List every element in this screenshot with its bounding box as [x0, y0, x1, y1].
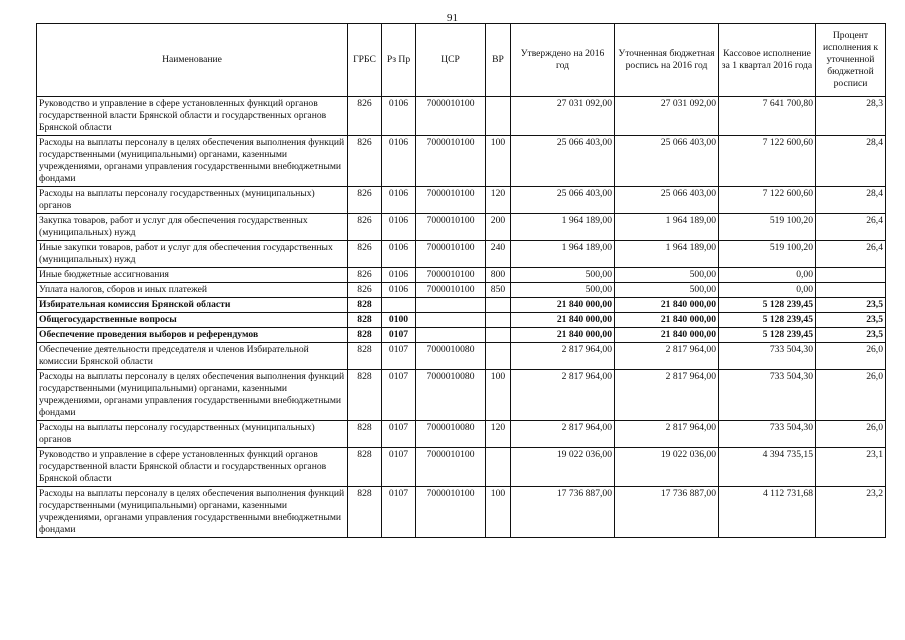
row-rzpr-cell: 0107 [382, 421, 416, 448]
row-approved-cell: 2 817 964,00 [511, 421, 615, 448]
row-percent-cell: 23,2 [816, 487, 886, 538]
row-cash-cell: 519 100,20 [719, 241, 816, 268]
row-grbs-cell: 828 [348, 328, 382, 343]
row-name-cell: Иные бюджетные ассигнования [37, 268, 348, 283]
row-vr-cell: 120 [486, 421, 511, 448]
row-name-cell: Расходы на выплаты персоналу в целях обеспечения выполнения функций государственными (муниципальными) органами, казенными учреждениями, органами управления государственными внебюджетными фондами [37, 370, 348, 421]
row-grbs-cell: 828 [348, 370, 382, 421]
row-name-cell: Уплата налогов, сборов и иных платежей [37, 283, 348, 298]
row-csr-cell: 7000010100 [416, 136, 486, 187]
col-header-cash: Кассовое исполнение за 1 квартал 2016 года [719, 24, 816, 97]
row-grbs-cell: 826 [348, 283, 382, 298]
row-percent-cell [816, 268, 886, 283]
col-header-rzpr: Рз Пр [382, 24, 416, 97]
row-refined-cell: 19 022 036,00 [615, 448, 719, 487]
table-row [37, 97, 886, 136]
row-percent-cell [816, 283, 886, 298]
row-csr-cell: 7000010100 [416, 214, 486, 241]
row-cash-cell: 7 122 600,60 [719, 187, 816, 214]
row-csr-cell: 7000010100 [416, 241, 486, 268]
col-header-name: Наименование [37, 24, 348, 97]
col-header-percent: Процент исполнения к уточненной бюджетной росписи [816, 24, 886, 97]
row-percent-cell: 23,1 [816, 448, 886, 487]
row-approved-cell: 25 066 403,00 [511, 187, 615, 214]
row-vr-cell: 800 [486, 268, 511, 283]
row-rzpr-cell: 0106 [382, 187, 416, 214]
row-csr-cell: 7000010100 [416, 187, 486, 214]
row-approved-cell: 2 817 964,00 [511, 343, 615, 370]
row-cash-cell: 4 394 735,15 [719, 448, 816, 487]
row-vr-cell: 120 [486, 187, 511, 214]
table-row [37, 487, 886, 538]
row-rzpr-cell: 0107 [382, 343, 416, 370]
row-refined-cell: 1 964 189,00 [615, 241, 719, 268]
row-cash-cell: 7 641 700,80 [719, 97, 816, 136]
table-row [37, 214, 886, 241]
row-percent-cell: 23,5 [816, 313, 886, 328]
row-rzpr-cell [382, 298, 416, 313]
row-rzpr-cell: 0106 [382, 283, 416, 298]
row-approved-cell: 1 964 189,00 [511, 214, 615, 241]
row-approved-cell: 2 817 964,00 [511, 370, 615, 421]
row-vr-cell: 100 [486, 370, 511, 421]
row-name-cell: Руководство и управление в сфере установленных функций органов государственной власти Брянской области и государственных органов Брянской области [37, 448, 348, 487]
row-refined-cell: 27 031 092,00 [615, 97, 719, 136]
row-rzpr-cell: 0107 [382, 370, 416, 421]
row-name-cell: Обеспечение деятельности председателя и членов Избирательной комиссии Брянской области [37, 343, 348, 370]
row-rzpr-cell: 0106 [382, 97, 416, 136]
row-percent-cell: 23,5 [816, 328, 886, 343]
row-refined-cell: 21 840 000,00 [615, 298, 719, 313]
row-name-cell: Расходы на выплаты персоналу государственных (муниципальных) органов [37, 187, 348, 214]
row-rzpr-cell: 0106 [382, 136, 416, 187]
row-cash-cell: 733 504,30 [719, 421, 816, 448]
row-grbs-cell: 826 [348, 214, 382, 241]
row-vr-cell: 100 [486, 136, 511, 187]
row-percent-cell: 26,4 [816, 214, 886, 241]
row-percent-cell: 28,4 [816, 187, 886, 214]
row-csr-cell: 7000010100 [416, 448, 486, 487]
row-refined-cell: 25 066 403,00 [615, 136, 719, 187]
row-refined-cell: 21 840 000,00 [615, 313, 719, 328]
row-vr-cell [486, 313, 511, 328]
row-refined-cell: 21 840 000,00 [615, 328, 719, 343]
row-grbs-cell: 828 [348, 448, 382, 487]
row-grbs-cell: 826 [348, 187, 382, 214]
row-csr-cell [416, 298, 486, 313]
row-approved-cell: 21 840 000,00 [511, 313, 615, 328]
table-body [37, 97, 886, 538]
row-name-cell: Избирательная комиссия Брянской области [37, 298, 348, 313]
row-vr-cell [486, 343, 511, 370]
row-cash-cell: 733 504,30 [719, 343, 816, 370]
row-vr-cell [486, 448, 511, 487]
row-refined-cell: 500,00 [615, 268, 719, 283]
row-approved-cell: 21 840 000,00 [511, 328, 615, 343]
row-vr-cell: 850 [486, 283, 511, 298]
row-name-cell: Руководство и управление в сфере установленных функций органов государственной власти Брянской области и государственных органов Брянской области [37, 97, 348, 136]
row-cash-cell: 4 112 731,68 [719, 487, 816, 538]
row-rzpr-cell: 0107 [382, 328, 416, 343]
row-rzpr-cell: 0106 [382, 214, 416, 241]
row-percent-cell: 26,4 [816, 241, 886, 268]
row-vr-cell: 100 [486, 487, 511, 538]
row-grbs-cell: 826 [348, 268, 382, 283]
row-csr-cell: 7000010080 [416, 370, 486, 421]
col-header-vr: ВР [486, 24, 511, 97]
row-approved-cell: 17 736 887,00 [511, 487, 615, 538]
row-grbs-cell: 828 [348, 421, 382, 448]
page-number: 91 [447, 12, 458, 24]
row-approved-cell: 21 840 000,00 [511, 298, 615, 313]
row-vr-cell [486, 97, 511, 136]
row-grbs-cell: 828 [348, 343, 382, 370]
row-approved-cell: 27 031 092,00 [511, 97, 615, 136]
row-cash-cell: 5 128 239,45 [719, 328, 816, 343]
row-refined-cell: 2 817 964,00 [615, 343, 719, 370]
row-grbs-cell: 828 [348, 298, 382, 313]
row-cash-cell: 5 128 239,45 [719, 313, 816, 328]
row-cash-cell: 519 100,20 [719, 214, 816, 241]
row-rzpr-cell: 0107 [382, 487, 416, 538]
row-name-cell: Обеспечение проведения выборов и референдумов [37, 328, 348, 343]
row-name-cell: Общегосударственные вопросы [37, 313, 348, 328]
row-percent-cell: 26,0 [816, 343, 886, 370]
row-refined-cell: 17 736 887,00 [615, 487, 719, 538]
table-row [37, 283, 886, 298]
row-approved-cell: 1 964 189,00 [511, 241, 615, 268]
row-csr-cell: 7000010100 [416, 97, 486, 136]
row-approved-cell: 500,00 [511, 283, 615, 298]
table-row [37, 343, 886, 370]
table-row [37, 268, 886, 283]
row-name-cell: Расходы на выплаты персоналу государственных (муниципальных) органов [37, 421, 348, 448]
row-name-cell: Закупка товаров, работ и услуг для обеспечения государственных (муниципальных) нужд [37, 214, 348, 241]
row-cash-cell: 0,00 [719, 283, 816, 298]
table-row [37, 187, 886, 214]
col-header-approved: Утверждено на 2016 год [511, 24, 615, 97]
row-cash-cell: 0,00 [719, 268, 816, 283]
row-csr-cell: 7000010080 [416, 343, 486, 370]
header-row [37, 24, 886, 97]
row-csr-cell: 7000010100 [416, 268, 486, 283]
row-rzpr-cell: 0106 [382, 241, 416, 268]
row-percent-cell: 26,0 [816, 370, 886, 421]
row-grbs-cell: 826 [348, 136, 382, 187]
row-refined-cell: 2 817 964,00 [615, 370, 719, 421]
row-percent-cell: 23,5 [816, 298, 886, 313]
row-csr-cell: 7000010100 [416, 487, 486, 538]
row-grbs-cell: 828 [348, 487, 382, 538]
row-csr-cell [416, 313, 486, 328]
row-cash-cell: 733 504,30 [719, 370, 816, 421]
table-row [37, 421, 886, 448]
row-grbs-cell: 826 [348, 97, 382, 136]
col-header-csr: ЦСР [416, 24, 486, 97]
row-refined-cell: 25 066 403,00 [615, 187, 719, 214]
table-row [37, 313, 886, 328]
budget-table [36, 23, 886, 538]
row-vr-cell: 200 [486, 214, 511, 241]
row-grbs-cell: 828 [348, 313, 382, 328]
row-name-cell: Иные закупки товаров, работ и услуг для обеспечения государственных (муниципальных) нужд [37, 241, 348, 268]
row-vr-cell [486, 328, 511, 343]
col-header-refined: Уточненная бюджетная роспись на 2016 год [615, 24, 719, 97]
table-row [37, 370, 886, 421]
col-header-grbs: ГРБС [348, 24, 382, 97]
row-vr-cell [486, 298, 511, 313]
row-grbs-cell: 826 [348, 241, 382, 268]
row-vr-cell: 240 [486, 241, 511, 268]
row-refined-cell: 500,00 [615, 283, 719, 298]
row-rzpr-cell: 0106 [382, 268, 416, 283]
row-cash-cell: 7 122 600,60 [719, 136, 816, 187]
row-csr-cell [416, 328, 486, 343]
row-refined-cell: 1 964 189,00 [615, 214, 719, 241]
table-row [37, 448, 886, 487]
row-cash-cell: 5 128 239,45 [719, 298, 816, 313]
row-rzpr-cell: 0107 [382, 448, 416, 487]
row-csr-cell: 7000010080 [416, 421, 486, 448]
row-percent-cell: 26,0 [816, 421, 886, 448]
row-percent-cell: 28,4 [816, 136, 886, 187]
table-row [37, 298, 886, 313]
row-approved-cell: 25 066 403,00 [511, 136, 615, 187]
table-row [37, 328, 886, 343]
row-percent-cell: 28,3 [816, 97, 886, 136]
table-row [37, 241, 886, 268]
row-approved-cell: 500,00 [511, 268, 615, 283]
table-row [37, 136, 886, 187]
row-rzpr-cell: 0100 [382, 313, 416, 328]
row-name-cell: Расходы на выплаты персоналу в целях обеспечения выполнения функций государственными (муниципальными) органами, казенными учреждениями, органами управления государственными внебюджетными фондами [37, 487, 348, 538]
row-refined-cell: 2 817 964,00 [615, 421, 719, 448]
row-name-cell: Расходы на выплаты персоналу в целях обеспечения выполнения функций государственными (муниципальными) органами, казенными учреждениями, органами управления государственными внебюджетными фондами [37, 136, 348, 187]
row-approved-cell: 19 022 036,00 [511, 448, 615, 487]
row-csr-cell: 7000010100 [416, 283, 486, 298]
